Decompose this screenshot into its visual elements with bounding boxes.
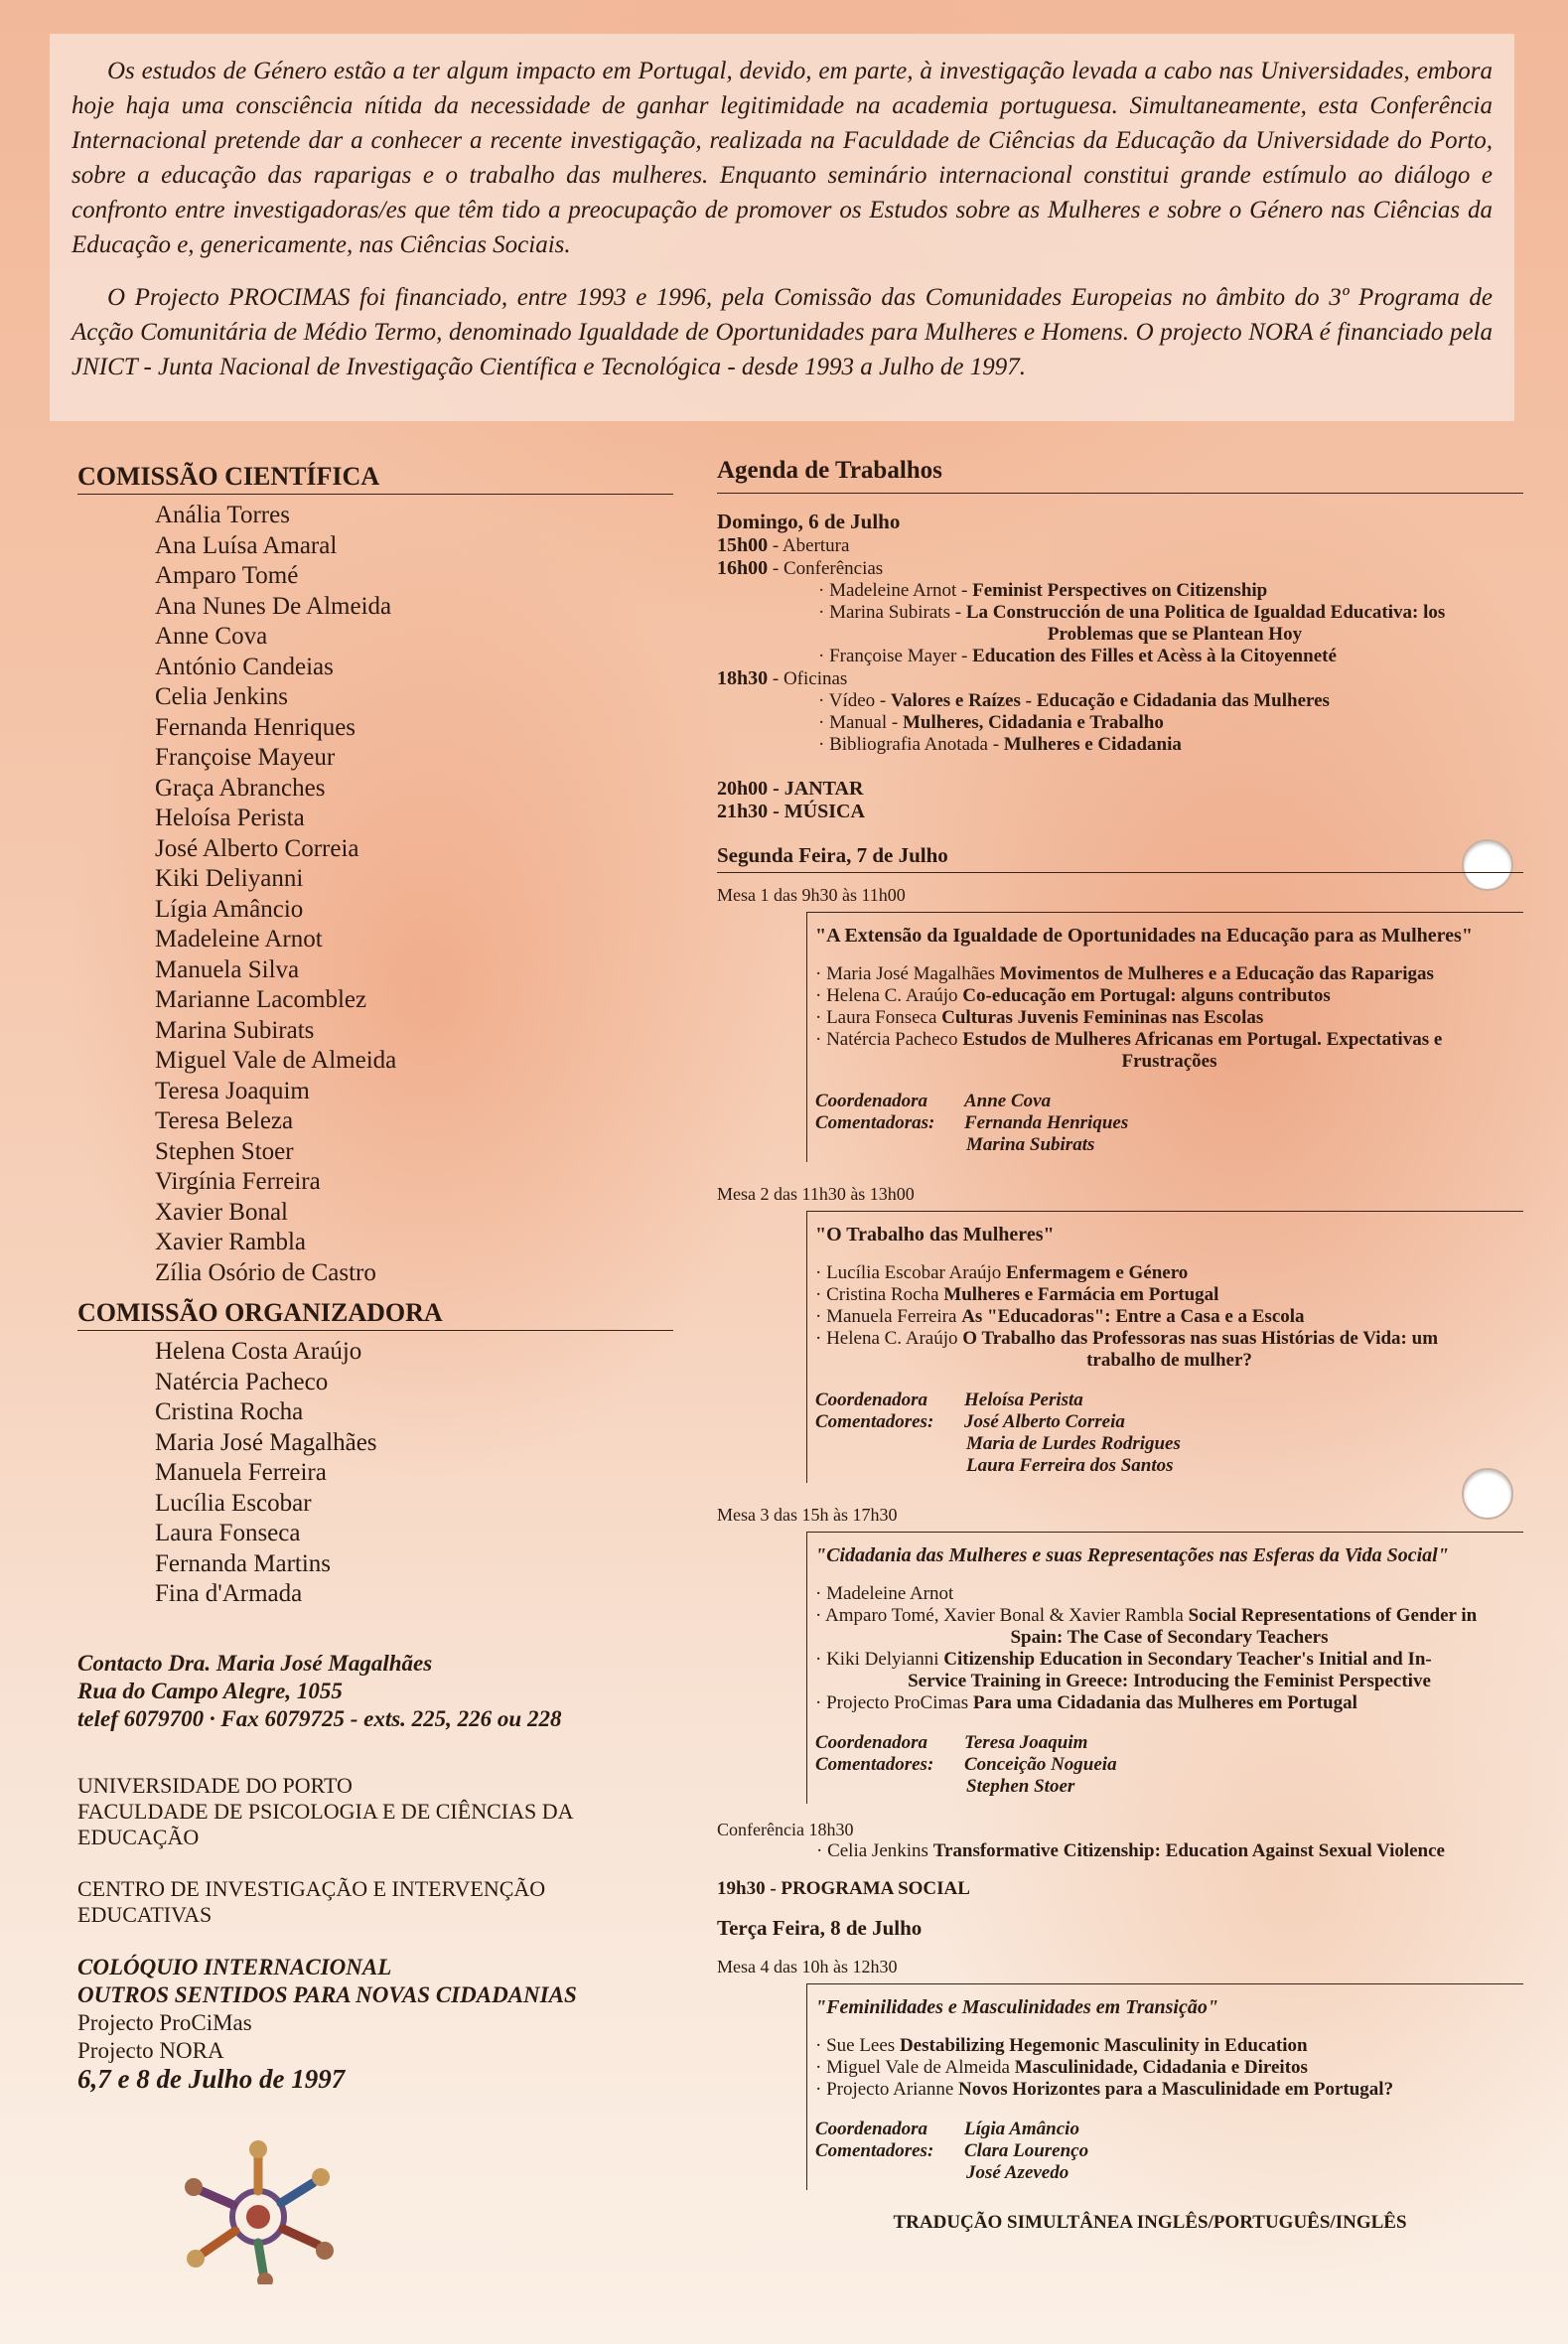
committee-member: Lucília Escobar bbox=[155, 1489, 312, 1517]
committee-member: Laura Fonseca bbox=[155, 1520, 301, 1546]
committee-member: Miguel Vale de Almeida bbox=[155, 1047, 397, 1074]
mesa-item: · Lucília Escobar Araújo Enfermagem e Género bbox=[815, 1262, 1523, 1284]
mesa4-time: Mesa 4 das 10h às 12h30 bbox=[717, 1957, 898, 1977]
day3-label: Terça Feira, 8 de Julho bbox=[717, 1916, 923, 1940]
mesa3-title: "Cidadania das Mulheres e suas Representações nas Esferas da Vida Social" bbox=[815, 1544, 1449, 1566]
committee-member: Xavier Bonal bbox=[155, 1198, 288, 1226]
committee-member: António Candeias bbox=[155, 653, 334, 680]
mesa-item: · Cristina Rocha Mulheres e Farmácia em Portugal bbox=[815, 1284, 1523, 1306]
committee-member: Anália Torres bbox=[155, 502, 290, 528]
committee-member: Françoise Mayeur bbox=[155, 744, 336, 771]
committee-member: Helena Costa Araújo bbox=[155, 1338, 362, 1365]
conference-item: · Françoise Mayer - Education des Filles et Acèss à la Citoyenneté bbox=[717, 646, 1523, 667]
committee-member: Manuela Ferreira bbox=[155, 1459, 327, 1486]
committee-member: Virgínia Ferreira bbox=[155, 1168, 321, 1195]
committee-member: Fernanda Henriques bbox=[155, 713, 356, 741]
committee-member: Stephen Stoer bbox=[155, 1137, 294, 1165]
colloquium-block bbox=[77, 1954, 673, 2093]
committee-member: Marina Subirats bbox=[155, 1016, 315, 1044]
mesa1-time: Mesa 1 das 9h30 às 11h00 bbox=[717, 885, 906, 905]
intro-paragraph-1: Os estudos de Género estão a ter algum impacto em Portugal, devido, em parte, à investigação levada a cabo nas Universidades, embora hoje haja uma consciência nítida da necessidade de ganhar legitimidade na academia portuguesa. Simultaneamente, esta Conferência Internacional pretende dar a conhecer a recente investigação, realizada na Faculdade de Ciências da Educação da Universidade do Porto, sobre a educação das raparigas e o trabalho das mulheres. Enquanto seminário internacional constitui grande estímulo ao diálogo e confronto entre investigadoras/es que têm tido a preocupação de promover os Estudos sobre as Mulheres e sobre o Género nas Ciências da Educação e, genericamente, nas Ciências Sociais. bbox=[71, 58, 1493, 258]
faculty-name: FACULDADE DE PSICOLOGIA E DE CIÊNCIAS DA EDUCAÇÃO bbox=[77, 1798, 573, 1849]
mesa-item: · Maria José Magalhães Movimentos de Mulheres e a Educação das Raparigas bbox=[815, 963, 1523, 985]
mesa-item: · Manuela Ferreira As "Educadoras": Entre a Casa e a Escola bbox=[815, 1306, 1523, 1328]
committee-member: Fernanda Martins bbox=[155, 1549, 332, 1577]
mesa3-box bbox=[806, 1532, 1523, 1804]
mesa1-box bbox=[806, 912, 1523, 1162]
mesa3-time: Mesa 3 das 15h às 17h30 bbox=[717, 1505, 898, 1525]
committee-member: Lígia Amâncio bbox=[155, 895, 304, 923]
comissao-cientifica-list bbox=[155, 501, 673, 1288]
committee-member: Teresa Joaquim bbox=[155, 1077, 310, 1104]
committee-member: Amparo Tomé bbox=[155, 562, 299, 589]
committee-member: Kiki Deliyanni bbox=[155, 865, 304, 892]
colloquium-type: COLÓQUIO INTERNACIONAL bbox=[77, 1954, 392, 1979]
mesa2-title: "O Trabalho das Mulheres" bbox=[815, 1224, 1055, 1245]
committee-member: Fina d'Armada bbox=[155, 1580, 303, 1607]
mesa2-time: Mesa 2 das 11h30 às 13h00 bbox=[717, 1184, 915, 1204]
mesa2-coordination: Coordenadora Heloísa Perista Comentadores: José Alberto Correia Maria de Lurdes Rodrigues Laura Ferreira dos Santos bbox=[815, 1390, 1181, 1476]
workshop-item: · Bibliografia Anotada - Mulheres e Cidadania bbox=[717, 734, 1523, 756]
mesa-item: · Projecto ProCimas Para uma Cidadania das Mulheres em Portugal bbox=[815, 1692, 1523, 1714]
workshop-item: · Vídeo - Valores e Raízes - Educação e Cidadania das Mulheres bbox=[717, 690, 1523, 712]
day1-music: 21h30 - MÚSICA bbox=[717, 801, 865, 822]
committee-member: Teresa Beleza bbox=[155, 1107, 294, 1134]
committee-member: José Alberto Correia bbox=[155, 834, 359, 862]
contact-phone: telef 6079700 · Fax 6079725 - exts. 225, 226 ou 228 bbox=[77, 1705, 562, 1731]
committee-member: Maria José Magalhães bbox=[155, 1428, 377, 1456]
mesa-item: · Madeleine Arnot bbox=[815, 1583, 1523, 1605]
committee-member: Graça Abranches bbox=[155, 774, 326, 802]
mesa1-title: "A Extensão da Igualdade de Oportunidades na Educação para as Mulheres" bbox=[815, 925, 1473, 947]
mesa-item: · Natércia Pacheco Estudos de Mulheres Africanas em Portugal. Expectativas e Frustrações bbox=[815, 1029, 1523, 1073]
committee-member: Anne Cova bbox=[155, 623, 268, 650]
mesa-item: · Sue Lees Destabilizing Hegemonic Masculinity in Education bbox=[815, 2035, 1523, 2057]
left-column bbox=[77, 462, 673, 2093]
committee-member: Ana Luísa Amaral bbox=[155, 531, 338, 559]
committee-member: Xavier Rambla bbox=[155, 1229, 307, 1255]
people-circle-logo-icon bbox=[174, 2135, 343, 2284]
comissao-organizadora-title: COMISSÃO ORGANIZADORA bbox=[77, 1298, 673, 1331]
conference-item: · Madeleine Arnot - Feminist Perspectives on Citizenship bbox=[717, 580, 1523, 602]
committee-member: Marianne Lacomblez bbox=[155, 986, 367, 1013]
colloquium-date: 6,7 e 8 de Julho de 1997 bbox=[77, 2063, 346, 2094]
workshop-item: · Manual - Mulheres, Cidadania e Trabalho bbox=[717, 712, 1523, 734]
intro-paragraph-2: O Projecto PROCIMAS foi financiado, entre 1993 e 1996, pela Comissão das Comunidades Europeias no âmbito do 3º Programa de Acção Comunitária de Médio Termo, denominado Igualdade de Oportunidades para Mulheres e Homens. O projecto NORA é financiado pela JNICT - Junta Nacional de Investigação Científica e Tecnológica - desde 1993 a Julho de 1997. bbox=[71, 284, 1493, 380]
translation-note: TRADUÇÃO SIMULTÂNEA INGLÊS/PORTUGUÊS/INGLÊS bbox=[893, 2212, 1407, 2233]
social-programme: 19h30 - PROGRAMA SOCIAL bbox=[717, 1878, 970, 1899]
university-name: UNIVERSIDADE DO PORTO bbox=[77, 1772, 353, 1798]
contact-name: Contacto Dra. Maria José Magalhães bbox=[77, 1650, 433, 1676]
contact-address: Rua do Campo Alegre, 1055 bbox=[77, 1678, 343, 1703]
agenda-title: Agenda de Trabalhos bbox=[717, 457, 1523, 494]
mesa-item: · Helena C. Araújo O Trabalho das Professoras nas suas Histórias de Vida: um trabalho de mulher? bbox=[815, 1328, 1523, 1372]
comissao-cientifica-title: COMISSÃO CIENTÍFICA bbox=[77, 462, 673, 495]
mesa-item: · Laura Fonseca Culturas Juvenis Femininas nas Escolas bbox=[815, 1007, 1523, 1029]
day1-workshops: 18h30 - Oficinas bbox=[717, 667, 848, 689]
day1-dinner: 20h00 - JANTAR bbox=[717, 778, 864, 800]
committee-member: Celia Jenkins bbox=[155, 683, 289, 710]
mesa4-title: "Feminilidades e Masculinidades em Transição" bbox=[815, 1996, 1218, 2018]
day2-label: Segunda Feira, 7 de Julho bbox=[717, 843, 1523, 873]
project-procimas: Projecto ProCiMas bbox=[77, 2009, 252, 2035]
mesa2-box bbox=[806, 1211, 1523, 1483]
research-centre: CENTRO DE INVESTIGAÇÃO E INTERVENÇÃO EDUCATIVAS bbox=[77, 1875, 546, 1927]
mesa1-coordination: Coordenadora Anne Cova Comentadoras: Fernanda Henriques Marina Subirats bbox=[815, 1091, 1129, 1155]
conference-item: · Marina Subirats - La Construcción de una Politica de Igualdad Educativa: los Problemas que se Plantean Hoy bbox=[717, 602, 1523, 646]
colloquium-title: OUTROS SENTIDOS PARA NOVAS CIDADANIAS bbox=[77, 1981, 577, 2007]
conference-item: · Celia Jenkins Transformative Citizenship: Education Against Sexual Violence bbox=[717, 1840, 1523, 1862]
mesa-item: · Projecto Arianne Novos Horizontes para a Masculinidade em Portugal? bbox=[815, 2079, 1523, 2101]
committee-member: Ana Nunes De Almeida bbox=[155, 592, 392, 620]
contact-block bbox=[77, 1650, 673, 1733]
day1-opening: 15h00 - Abertura bbox=[717, 534, 850, 556]
mesa-item: · Helena C. Araújo Co-educação em Portugal: alguns contributos bbox=[815, 985, 1523, 1007]
day1-conferences: 16h00 - Conferências bbox=[717, 557, 884, 579]
comissao-organizadora-list bbox=[155, 1337, 673, 1610]
committee-member: Manuela Silva bbox=[155, 955, 300, 983]
conference-time: Conferência 18h30 bbox=[717, 1820, 854, 1839]
committee-member: Heloísa Perista bbox=[155, 805, 305, 831]
committee-member: Zília Osório de Castro bbox=[155, 1258, 376, 1286]
committee-member: Natércia Pacheco bbox=[155, 1368, 329, 1395]
mesa-item: · Miguel Vale de Almeida Masculinidade, Cidadania e Direitos bbox=[815, 2057, 1523, 2079]
institution-block bbox=[77, 1773, 673, 1850]
mesa4-box bbox=[806, 1983, 1523, 2190]
committee-member: Madeleine Arnot bbox=[155, 926, 323, 952]
project-nora: Projecto NORA bbox=[77, 2037, 224, 2063]
mesa-item: · Kiki Delyianni Citizenship Education in Secondary Teacher's Initial and In- Service Training in Greece: Introducing the Feminist Perspective bbox=[815, 1649, 1523, 1692]
day1-label: Domingo, 6 de Julho bbox=[717, 510, 901, 533]
mesa-item: · Amparo Tomé, Xavier Bonal & Xavier Rambla Social Representations of Gender in Spain: The Case of Secondary Teachers bbox=[815, 1605, 1523, 1649]
mesa4-coordination: Coordenadora Lígia Amâncio Comentadores: Clara Lourenço José Azevedo bbox=[815, 2119, 1089, 2183]
agenda-column bbox=[717, 457, 1523, 2234]
mesa3-coordination: Coordenadora Teresa Joaquim Comentadores: Conceição Nogueia Stephen Stoer bbox=[815, 1732, 1117, 1797]
intro-box bbox=[50, 34, 1514, 421]
committee-member: Cristina Rocha bbox=[155, 1398, 304, 1425]
